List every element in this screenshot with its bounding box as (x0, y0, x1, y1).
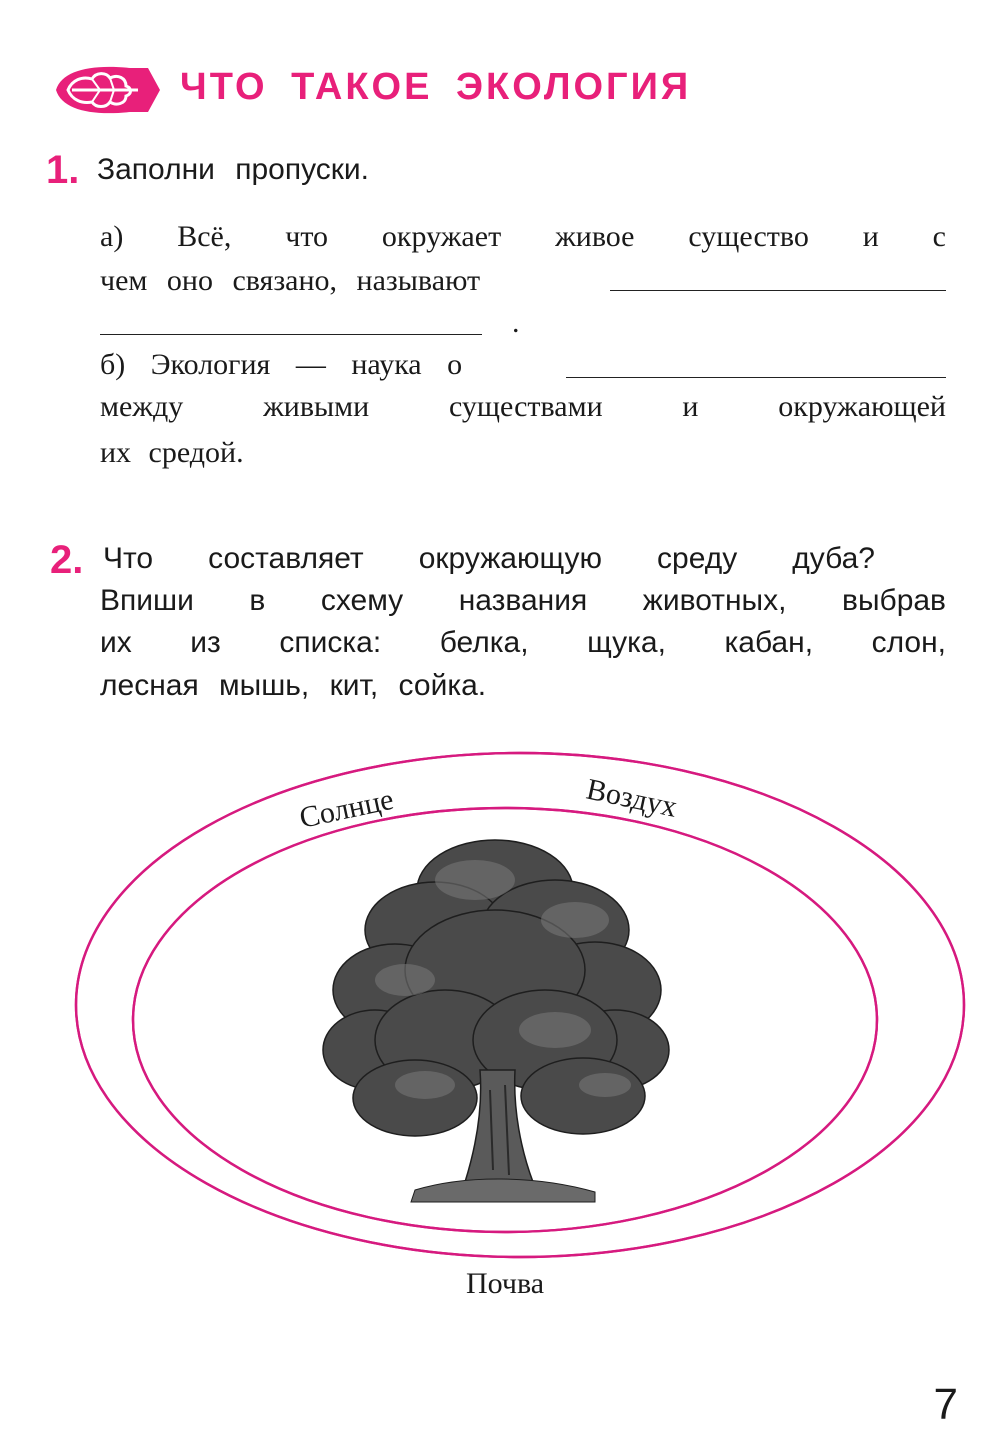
task-2-line-1: Что составляет окружающую среду дуба? (103, 542, 875, 575)
task-1-number: 1. (46, 148, 80, 192)
task-1b-answer-blank[interactable] (566, 377, 946, 378)
task-1a-answer-blank-2[interactable] (100, 334, 482, 335)
task-2-number: 2. (50, 538, 84, 582)
label-sun: Солнце (296, 782, 397, 835)
task-1a-answer-blank-1[interactable] (610, 290, 946, 291)
task-2-line-2: Впиши в схему названия животных, выбрав (100, 584, 946, 617)
task-1a-line-1: а) Всё, что окружает живое существо и с (100, 220, 946, 253)
task-1b-line-2: между живыми существами и окружающей (100, 390, 946, 423)
page-number: 7 (933, 1380, 958, 1429)
task-1b-line-1: б) Экология — наука о (100, 348, 463, 381)
oak-tree-illustration (315, 830, 675, 1210)
label-air: Воздух (583, 772, 680, 824)
task-2-line-4: лесная мышь, кит, сойка. (100, 669, 487, 702)
task-1b-line-3: их средой. (100, 436, 244, 469)
section-title: ЧТО ТАКОЕ ЭКОЛОГИЯ (180, 66, 692, 108)
task-1a-period: . (512, 306, 520, 339)
label-soil: Почва (466, 1267, 545, 1300)
section-header (52, 62, 752, 122)
task-1-prompt: Заполни пропуски. (97, 153, 369, 186)
task-1a-line-2: чем оно связано, называют (100, 264, 481, 297)
task-2-line-3: их из списка: белка, щука, кабан, слон, (100, 626, 946, 659)
oak-leaf-arrow-icon (52, 62, 162, 118)
